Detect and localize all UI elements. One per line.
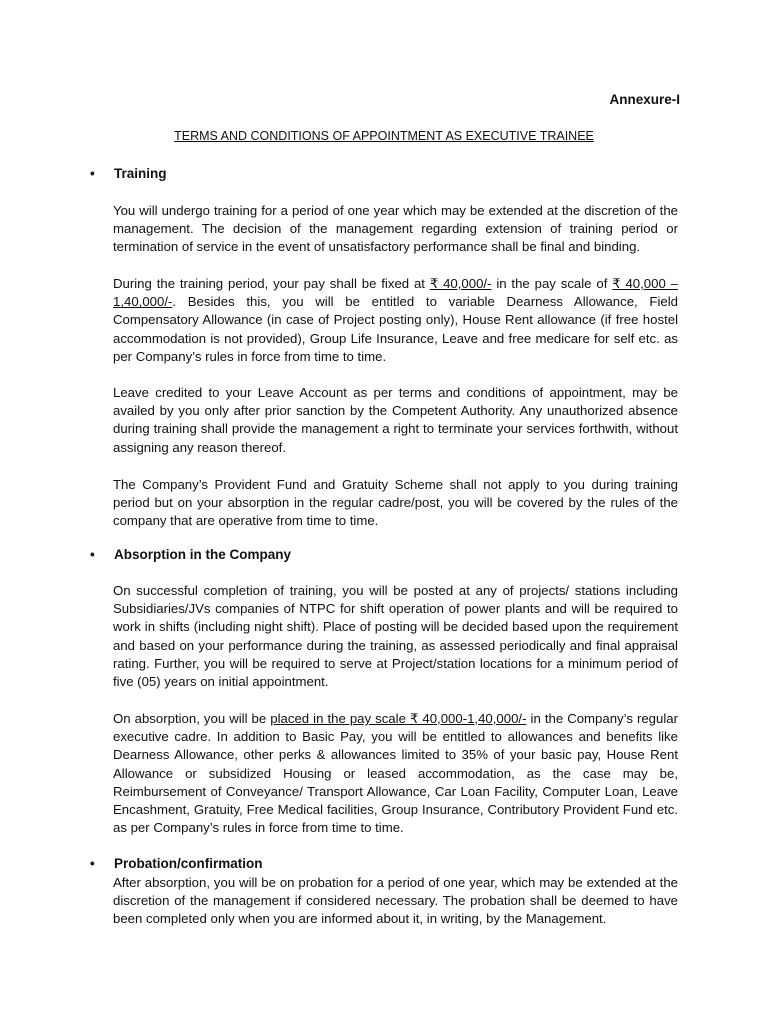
training-heading-text: Training xyxy=(114,166,167,181)
training-p2-text-a: During the training period, your pay shall be fixed at xyxy=(113,276,430,291)
training-p2-text-b: in the pay scale of xyxy=(491,276,613,291)
probation-paragraph-1: After absorption, you will be on probation for a period of one year, which may be extended at the discretion of the management if considered necessary. The probation shall be deemed to have been completed only when you are informed about it, in writing, by the Management. xyxy=(113,875,678,927)
training-fixed-pay: ₹ 40,000/- xyxy=(429,276,492,291)
training-pay-scale: ₹ 40,000 – 1,40,000/- xyxy=(113,276,678,310)
absorption-p2-text-a: On absorption, you will be xyxy=(113,711,271,726)
training-paragraph-4: The Company’s Provident Fund and Gratuity Scheme shall not apply to you during training period but on your absorption in the regular cadre/post, you will be covered by the rules of the company that are operative from time to time. xyxy=(113,477,678,529)
bullet-icon: • xyxy=(90,547,95,562)
absorption-paragraph-2 xyxy=(113,710,678,837)
annexure-label: Annexure-I xyxy=(609,92,680,107)
section-heading-absorption xyxy=(90,547,291,562)
section-heading-probation xyxy=(90,856,263,871)
training-paragraph-2 xyxy=(113,275,678,366)
bullet-icon: • xyxy=(90,166,95,181)
absorption-p2-text-b: in the Company’s regular executive cadre. In addition to Basic Pay, you will be entitled to allowances and benefits like Dearness Allowance, other perks & allowances limited to 35% of your basic pay, House Rent Allowance or subsidized Housing or leased accommodation, as the case may be, Reimbursement of Conveyance/ Transport Allowance, Car Loan Facility, Computer Loan, Leave Encashment, Gratuity, Free Medical facilities, Group Insurance, Contributory Provident Fund etc. as per Company’s rules in force from time to time. xyxy=(113,711,679,836)
bullet-icon: • xyxy=(90,856,95,871)
section-heading-training xyxy=(90,166,167,181)
absorption-paragraph-1: On successful completion of training, you will be posted at any of projects/ stations including Subsidiaries/JVs companies of NTPC for shift operation of power plants and will be required to work in shifts (including night shift). Place of posting will be decided based upon the requirement and based on your performance during the training, as assessed periodically and final appraisal rating. Further, you will be required to serve at Project/station locations for a minimum period of five (05) years on initial appointment. xyxy=(113,583,678,690)
training-paragraph-3: Leave credited to your Leave Account as per terms and conditions of appointment, may be availed by you only after prior sanction by the Competent Authority. Any unauthorized absence during training shall provide the management a right to terminate your services forthwith, without assigning any reason thereof. xyxy=(113,385,678,455)
absorption-pay-scale: placed in the pay scale ₹ 40,000-1,40,000/- xyxy=(270,711,527,726)
document-title: TERMS AND CONDITIONS OF APPOINTMENT AS EXECUTIVE TRAINEE xyxy=(174,129,594,143)
training-p2-text-c: . Besides this, you will be entitled to variable Dearness Allowance, Field Compensatory Allowance (in case of Project posting only), House Rent allowance (if free hostel accommodation is not provided), Group Life Insurance, Leave and free medicare for self etc. as per Company’s rules in force from time to time. xyxy=(113,294,678,364)
training-paragraph-1: You will undergo training for a period of one year which may be extended at the discretion of the management. The decision of the management regarding extension of training period or termination of service in the event of unsatisfactory performance shall be final and binding. xyxy=(113,203,678,255)
probation-heading-text: Probation/confirmation xyxy=(114,856,263,871)
absorption-heading-text: Absorption in the Company xyxy=(114,547,291,562)
